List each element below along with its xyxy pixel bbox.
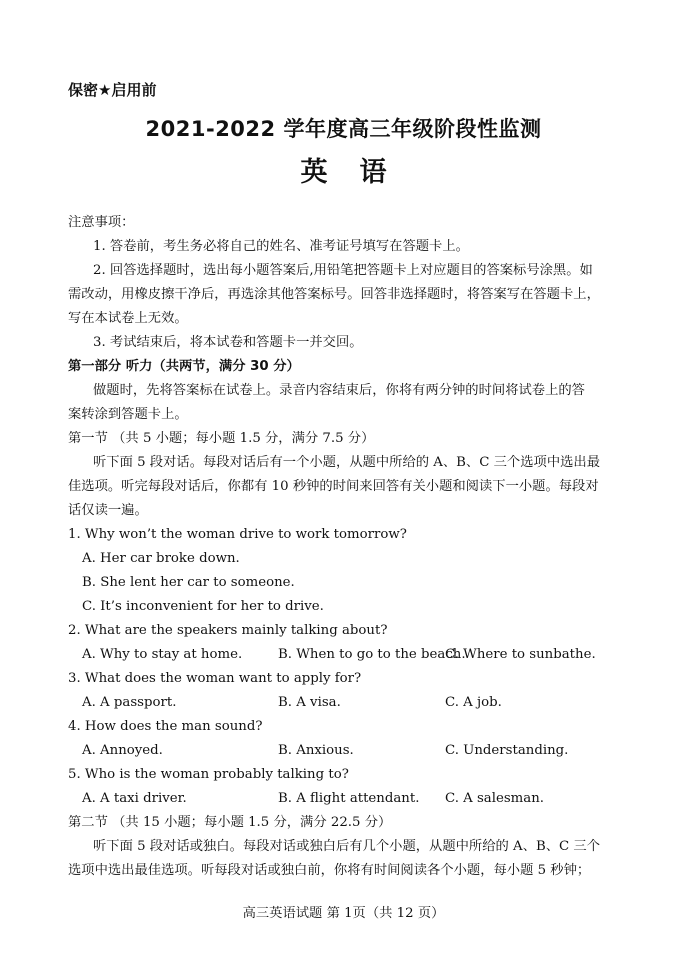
question-5-option-b: B. A flight attendant. bbox=[278, 791, 420, 806]
section2-heading: 第二节 （共 15 小题；每小题 1.5 分，满分 22.5 分） bbox=[68, 815, 392, 830]
page-footer: 高三英语试题 第 1页（共 12 页） bbox=[242, 906, 445, 921]
subject-char-2: 语 bbox=[359, 157, 387, 188]
part1-intro-line-1: 做题时，先将答案标在试卷上。录音内容结束后，你将有两分钟的时间将试卷上的答 bbox=[93, 383, 585, 398]
question-4-option-b: B. Anxious. bbox=[278, 743, 354, 758]
question-3-option-b: B. A visa. bbox=[278, 695, 341, 710]
part1-intro-line-2: 案转涂到答题卡上。 bbox=[68, 407, 188, 422]
question-1-option-a: A. Her car broke down. bbox=[82, 551, 240, 566]
exam-title: 2021-2022 学年度高三年级阶段性监测 bbox=[145, 117, 542, 141]
section1-heading: 第一节 （共 5 小题；每小题 1.5 分，满分 7.5 分） bbox=[68, 431, 375, 446]
part1-heading: 第一部分 听力（共两节，满分 30 分） bbox=[68, 359, 300, 374]
question-2-option-a: A. Why to stay at home. bbox=[82, 647, 243, 662]
section1-instruction-line-3: 话仅读一遍。 bbox=[68, 503, 148, 518]
question-4-option-a: A. Annoyed. bbox=[82, 743, 163, 758]
notice-item-2-line-1: 2. 回答选择题时，选出每小题答案后,用铅笔把答题卡上对应题目的答案标号涂黑。如 bbox=[93, 263, 593, 278]
question-2-option-c: C. Where to sunbathe. bbox=[445, 647, 596, 662]
confidential-label: 保密★启用前 bbox=[68, 81, 157, 99]
section1-instruction-line-2: 佳选项。听完每段对话后，你都有 10 秒钟的时间来回答有关小题和阅读下一小题。每段对 bbox=[68, 479, 599, 494]
section1-instruction-line-1: 听下面 5 段对话。每段对话后有一个小题，从题中所给的 A、B、C 三个选项中选出最 bbox=[93, 455, 601, 470]
notice-item-1: 1. 答卷前，考生务必将自己的姓名、准考证号填写在答题卡上。 bbox=[93, 239, 469, 254]
subject-char-1: 英 bbox=[300, 157, 328, 188]
section2-instruction-line-1: 听下面 5 段对话或独白。每段对话或独白后有几个小题，从题中所给的 A、B、C 三个 bbox=[93, 839, 601, 854]
question-5-option-c: C. A salesman. bbox=[445, 791, 545, 806]
question-4-option-c: C. Understanding. bbox=[445, 743, 569, 758]
notice-heading: 注意事项： bbox=[68, 215, 135, 230]
question-2-option-b: B. When to go to the beach. bbox=[278, 647, 466, 662]
question-5: 5. Who is the woman probably talking to? bbox=[68, 767, 349, 782]
subject-title bbox=[0, 150, 687, 189]
section2-instruction-line-2: 选项中选出最佳选项。听每段对话或独白前，你将有时间阅读各个小题，每小题 5 秒钟； bbox=[68, 863, 591, 878]
notice-item-3: 3. 考试结束后，将本试卷和答题卡一并交回。 bbox=[93, 335, 363, 350]
question-3-option-a: A. A passport. bbox=[82, 695, 177, 710]
notice-item-2-line-2: 需改动，用橡皮擦干净后，再选涂其他答案标号。回答非选择题时，将答案写在答题卡上， bbox=[68, 287, 600, 302]
question-3: 3. What does the woman want to apply for? bbox=[68, 671, 362, 686]
question-1-option-b: B. She lent her car to someone. bbox=[82, 575, 295, 590]
question-4: 4. How does the man sound? bbox=[68, 719, 263, 734]
question-2: 2. What are the speakers mainly talking about? bbox=[68, 623, 388, 638]
question-5-option-a: A. A taxi driver. bbox=[82, 791, 187, 806]
question-3-option-c: C. A job. bbox=[445, 695, 502, 710]
notice-item-2-line-3: 写在本试卷上无效。 bbox=[68, 311, 188, 326]
question-1: 1. Why won’t the woman drive to work tomorrow? bbox=[68, 527, 407, 542]
question-1-option-c: C. It’s inconvenient for her to drive. bbox=[82, 599, 324, 614]
